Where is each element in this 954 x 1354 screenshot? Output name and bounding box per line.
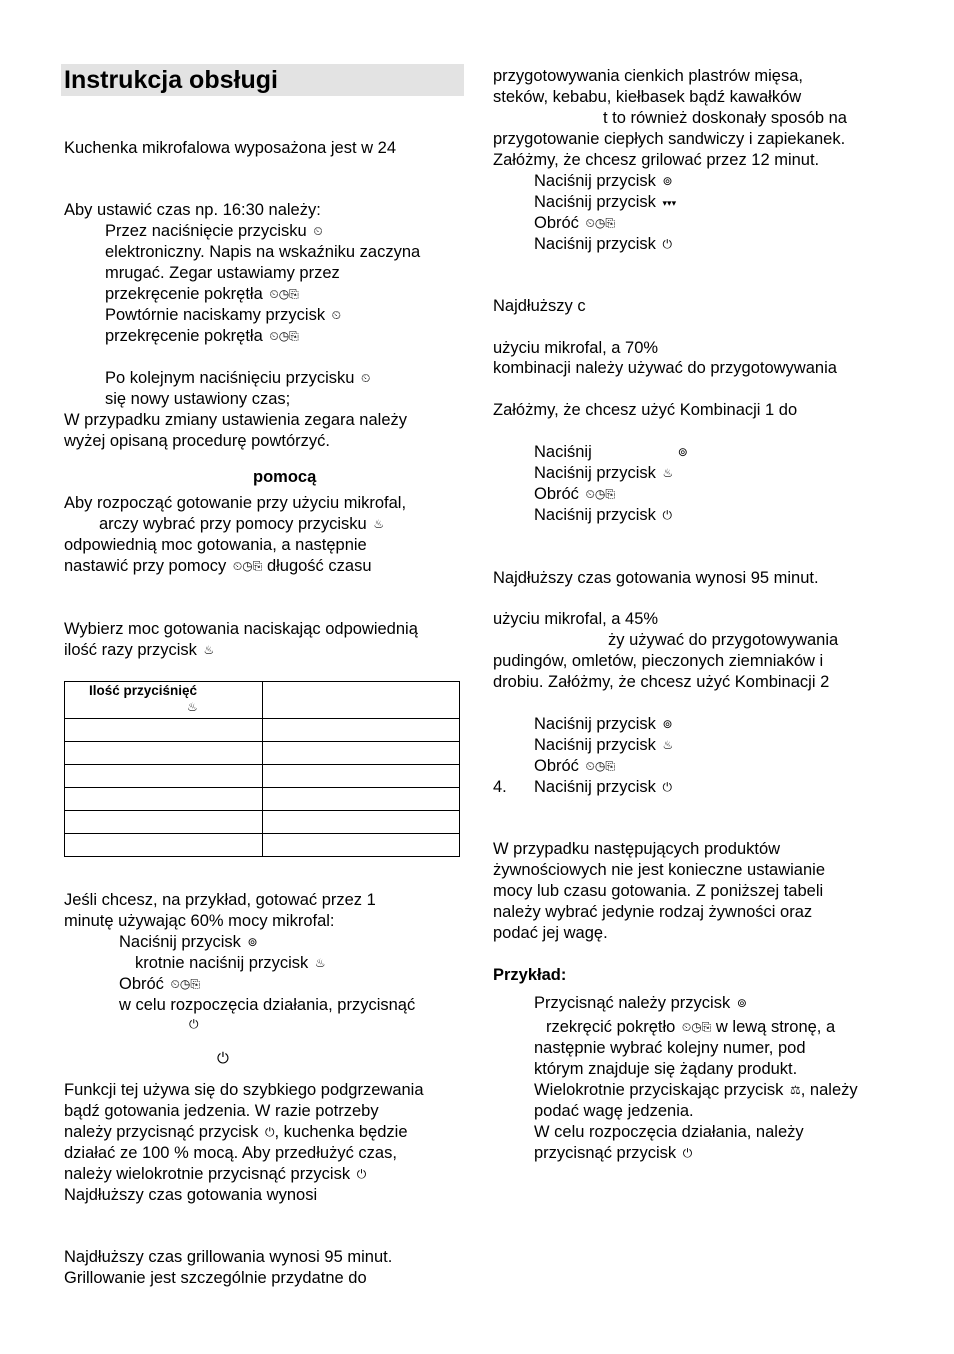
power-icon: ♨ xyxy=(373,517,385,531)
auto-step: podać wagę jedzenia. xyxy=(534,1102,694,1120)
start-icon: ⏻ xyxy=(682,1146,693,1160)
table-row xyxy=(65,811,460,834)
grill-line: przygotowanie ciepłych sandwiczy i zapiekanek. xyxy=(493,130,846,148)
combo2-line: ży używać do przygotowywania xyxy=(608,631,839,649)
start-icon: ⏻ xyxy=(264,1125,275,1139)
power-select-line: Wybierz moc gotowania naciskając odpowiednią xyxy=(64,620,418,638)
combo1-step: Naciśnij przycisk ⏻ xyxy=(534,506,673,524)
combo2-step: Naciśnij przycisk ⊚ xyxy=(534,715,673,733)
combo1-line: użyciu mikrofal, a 70% xyxy=(493,339,659,357)
timer-knob-icon: ⏲◷⎘ xyxy=(585,216,615,230)
example-step: w celu rozpoczęcia działania, przycisnąć xyxy=(119,996,416,1014)
table-cell xyxy=(65,742,263,765)
auto-line: należy wybrać jedynie rodzaj żywności oraz xyxy=(493,903,813,921)
start-icon: ⏻ xyxy=(356,1167,367,1181)
timer-knob-icon: ⏲◷⎘ xyxy=(681,1020,712,1034)
timer-knob-icon: ⏲◷⎘ xyxy=(269,329,299,343)
table-cell xyxy=(65,834,263,857)
auto-line: podać jej wagę. xyxy=(493,924,608,942)
combo2-step: Naciśnij przycisk ♨ xyxy=(534,736,674,754)
combo2-step: Obróć ⏲◷⎘ xyxy=(534,757,615,775)
table-cell xyxy=(263,811,460,834)
start-icon: ⏻ xyxy=(189,1017,199,1031)
example-line: Jeśli chcesz, na przykład, gotować przez 1 xyxy=(64,891,376,909)
table-cell xyxy=(263,719,460,742)
clock-line: się nowy ustawiony czas; xyxy=(105,390,291,408)
table-cell xyxy=(263,765,460,788)
table-cell xyxy=(65,811,263,834)
auto-step: Przycisnąć należy przycisk ⊚ xyxy=(534,994,747,1012)
power-icon: ♨ xyxy=(187,700,198,714)
grill-line: steków, kebabu, kiełbasek bądź kawałków xyxy=(493,88,802,106)
table-row xyxy=(65,788,460,811)
combo2-step: Naciśnij przycisk ⏻ xyxy=(534,778,673,796)
clock-icon: ⏲ xyxy=(361,371,371,385)
combo1-step: Naciśnij ⊚ xyxy=(534,443,688,461)
power-table xyxy=(64,681,460,857)
power-icon: ♨ xyxy=(314,956,326,970)
timer-knob-icon: ⏲◷⎘ xyxy=(170,977,200,991)
quick-line: bądź gotowania jedzenia. W razie potrzeby xyxy=(64,1102,379,1120)
grill-line: Najdłuższy czas grillowania wynosi 95 minut. xyxy=(64,1248,393,1266)
microwave-line: Aby rozpocząć gotowanie przy użyciu mikrofal, xyxy=(64,494,407,512)
clock-line: przekręcenie pokrętła ⏲◷⎘ xyxy=(105,327,299,345)
combo1-step: Naciśnij przycisk ♨ xyxy=(534,464,674,482)
start-icon: ⏻ xyxy=(662,237,673,251)
clock-icon: ⏲ xyxy=(313,224,323,238)
auto-step: Wielokrotnie przyciskając przycisk ⚖, należy xyxy=(534,1081,858,1099)
quick-line: należy wielokrotnie przycisnąć przycisk ⏻ xyxy=(64,1165,367,1183)
page-title: Instrukcja obsługi xyxy=(64,66,278,94)
stop-icon: ⊚ xyxy=(736,996,747,1010)
auto-line: żywnościowych nie jest konieczne ustawianie xyxy=(493,861,825,879)
timer-knob-icon: ⏲◷⎘ xyxy=(585,487,615,501)
start-icon: ⏻ xyxy=(662,780,673,794)
microwave-line: arczy wybrać przy pomocy przycisku ♨ xyxy=(99,515,385,533)
clock-line: Powtórnie naciskamy przycisk ⏲ xyxy=(105,306,342,324)
grill-icon: ▾▾▾ xyxy=(662,199,677,209)
table-row xyxy=(65,834,460,857)
auto-line: W przypadku następujących produktów xyxy=(493,840,781,858)
grill-step: Naciśnij przycisk ⏻ xyxy=(534,235,673,253)
grill-step: Naciśnij przycisk ▾▾▾ xyxy=(534,192,676,214)
auto-step: następnie wybrać kolejny numer, pod xyxy=(534,1039,806,1057)
quick-line: należy przycisnąć przycisk ⏻, kuchenka będzie xyxy=(64,1123,408,1141)
microwave-line: nastawić przy pomocy ⏲◷⎘ długość czasu xyxy=(64,557,372,575)
example-label: Przykład: xyxy=(493,966,567,984)
timer-knob-icon: ⏲◷⎘ xyxy=(269,287,299,301)
clock-line: Przez naciśnięcie przycisku ⏲ xyxy=(105,222,323,240)
auto-step: rzekręcić pokrętło ⏲◷⎘ w lewą stronę, a xyxy=(546,1018,836,1036)
stop-icon: ⊚ xyxy=(677,445,688,459)
power-icon: ♨ xyxy=(662,738,674,752)
combo2-step-number: 4. xyxy=(493,778,507,796)
microwave-line: odpowiednią moc gotowania, a następnie xyxy=(64,536,367,554)
auto-line: mocy lub czasu gotowania. Z poniższej tabeli xyxy=(493,882,824,900)
quick-line: Funkcji tej używa się do szybkiego podgrzewania xyxy=(64,1081,424,1099)
grill-line: Załóżmy, że chcesz grilować przez 12 minut. xyxy=(493,151,820,169)
grill-line: przygotowywania cienkich plastrów mięsa, xyxy=(493,67,803,85)
clock-line: mrugać. Zegar ustawiamy przez xyxy=(105,264,340,282)
combo2-line: użyciu mikrofal, a 45% xyxy=(493,610,659,628)
start-icon: ⏻ xyxy=(217,1049,229,1067)
example-step: Obróć ⏲◷⎘ xyxy=(119,975,200,993)
stop-icon: ⊚ xyxy=(662,717,673,731)
table-header-label: Ilość przyciśnięć xyxy=(89,683,198,698)
combo1-step: Obróć ⏲◷⎘ xyxy=(534,485,615,503)
example-step: Naciśnij przycisk ⊚ xyxy=(119,933,258,951)
stop-icon: ⊚ xyxy=(662,174,673,188)
table-header-row xyxy=(65,682,460,719)
grill-line: t to również doskonały sposób na xyxy=(603,109,847,127)
combo2-line: pudingów, omletów, pieczonych ziemniaków i xyxy=(493,652,824,670)
combo1-line: kombinacji należy używać do przygotowywania xyxy=(493,359,837,377)
grill-step: Naciśnij przycisk ⊚ xyxy=(534,172,673,190)
clock-line: elektroniczny. Napis na wskaźniku zaczyna xyxy=(105,243,421,261)
table-header-cell xyxy=(65,682,263,719)
grill-step: Obróć ⏲◷⎘ xyxy=(534,214,615,232)
clock-icon: ⏲ xyxy=(331,308,342,322)
auto-step: przycisnąć przycisk ⏻ xyxy=(534,1144,693,1162)
start-icon: ⏻ xyxy=(662,508,673,522)
power-icon: ♨ xyxy=(662,466,674,480)
table-cell xyxy=(65,719,263,742)
auto-step: którym znajduje się żądany produkt. xyxy=(534,1060,798,1078)
quick-line: działać ze 100 % mocą. Aby przedłużyć czas, xyxy=(64,1144,397,1162)
clock-line: przekręcenie pokrętła ⏲◷⎘ xyxy=(105,285,299,303)
table-row xyxy=(65,742,460,765)
weight-icon: ⚖ xyxy=(790,1083,801,1097)
power-icon: ♨ xyxy=(203,643,215,657)
table-cell xyxy=(263,834,460,857)
combo1-line: Najdłuższy c xyxy=(493,297,586,315)
clock-line: Po kolejnym naciśnięciu przycisku ⏲ xyxy=(105,369,371,387)
clock-line: wyżej opisaną procedurę powtórzyć. xyxy=(64,432,330,450)
table-cell xyxy=(65,788,263,811)
stop-icon: ⊚ xyxy=(247,935,258,949)
auto-step: W celu rozpoczęcia działania, należy xyxy=(534,1123,804,1141)
table-row xyxy=(65,765,460,788)
power-select-line: ilość razy przycisk ♨ xyxy=(64,641,215,659)
combo1-line: Załóżmy, że chcesz użyć Kombinacji 1 do xyxy=(493,401,798,419)
quick-line: Najdłuższy czas gotowania wynosi xyxy=(64,1186,318,1204)
example-line: minutę używając 60% mocy mikrofal: xyxy=(64,912,335,930)
combo2-line: drobiu. Załóżmy, że chcesz użyć Kombinacji 2 xyxy=(493,673,830,691)
grill-line: Grillowanie jest szczególnie przydatne do xyxy=(64,1269,367,1287)
table-header-cell xyxy=(263,682,460,719)
table-row xyxy=(65,719,460,742)
clock-lead: Aby ustawić czas np. 16:30 należy: xyxy=(64,201,321,219)
intro-text: Kuchenka mikrofalowa wyposażona jest w 24 xyxy=(64,139,397,157)
clock-line: W przypadku zmiany ustawienia zegara należy xyxy=(64,411,407,429)
table-cell xyxy=(65,765,263,788)
microwave-heading: pomocą xyxy=(253,468,317,486)
table-cell xyxy=(263,742,460,765)
timer-knob-icon: ⏲◷⎘ xyxy=(585,759,615,773)
combo2-line: Najdłuższy czas gotowania wynosi 95 minut. xyxy=(493,569,819,587)
timer-knob-icon: ⏲◷⎘ xyxy=(232,559,263,573)
example-step: krotnie naciśnij przycisk ♨ xyxy=(135,954,326,972)
table-cell xyxy=(263,788,460,811)
